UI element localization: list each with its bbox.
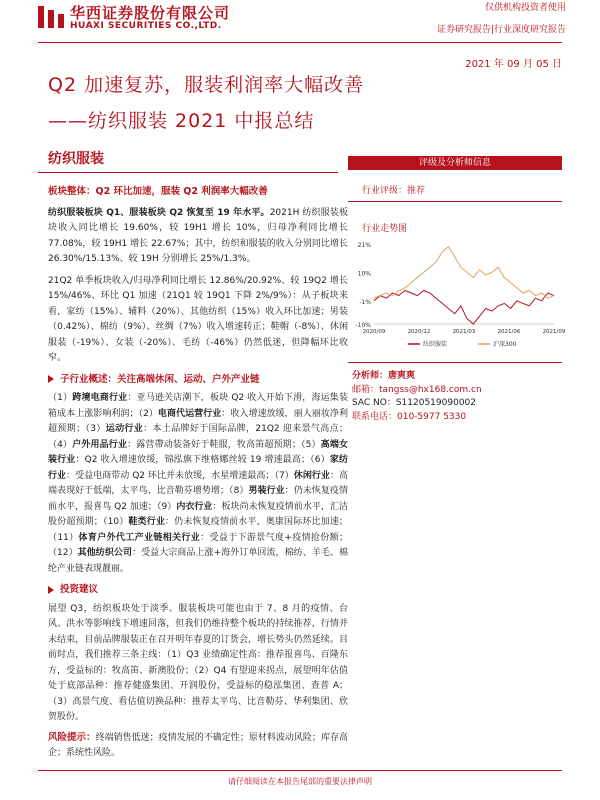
subsector-text: ：受益大宗商品上涨+海外订单回流，棉纺、羊毛、棉纶产业链表现靓丽。: [48, 548, 348, 574]
sector-label: 纺织服装: [48, 151, 104, 167]
company-name-cn: 华西证券股份有限公司: [70, 4, 231, 22]
subsector-text: ：露营帶动装备好于鞋服，牧高笛超预期；（5）: [127, 439, 321, 450]
invest-heading-text: 投资建议: [60, 584, 99, 595]
paragraph-4: 展望 Q3，纺织板块处于淡季、服装板块可能也由于 7、8 月的疫情、台风、洪水等影响线下增速回落，但我们仍维持整个板块的持续推荐，行情并未结束，目前品牌服装正在召开明年春夏的订货会，增长势头仍然延续。目前时点，我们推荐三条主线：（1）Q3 业绩确定性高：推荐报喜鸟、百隆东方，受益标的：牧高笛、新澳股份；（2）Q4 有望迎来拐点，展望明年估值处于底部品种：推荐健盛集团、开润股份，受益标的稳泓集团、查普 A；（3）高景气度、看估值切换品种：推荐太平鸟、比音勒芬、华利集团、欣贺股份。: [48, 603, 348, 722]
series-line-0: [374, 291, 554, 325]
analyst-sac-no: SAC NO：S1120519090002: [352, 398, 476, 408]
subsector-heading: [48, 372, 348, 388]
triangle-bullet-icon: [48, 586, 54, 594]
paragraph-1: [48, 206, 348, 268]
x-tick-label: 2021/09: [542, 329, 566, 335]
subsector-text: ：Q2 收入增速放缓，锦泓旗下维格娜丝较 19 增速最高；（6）: [75, 455, 330, 465]
subsector-text: ：仍未恢复疫情前水平，报喜鸟 Q2 加速；（9）: [48, 486, 348, 512]
x-tick-label: 2020/12: [407, 329, 431, 335]
subsector-name: 其他纺织公司: [77, 548, 133, 558]
rating-analyst-heading: 评级及分析师信息: [348, 156, 562, 170]
risk-heading: 风险提示：: [48, 731, 96, 743]
report-kind: 证券研究报告|行业深度研究报告: [436, 25, 566, 35]
subsector-name: 休闲行业: [293, 470, 330, 481]
restriction-note: 仅供机构投资者使用: [484, 3, 566, 13]
subsector-heading-text: 子行业概述：关注高端休闲、运动、户外产业链: [60, 373, 260, 385]
subsector-text: ：受益电商带动 Q2 环比并未放缓，水星增速最高；（7）: [66, 470, 294, 481]
industry-rating: 行业评级：推荐: [362, 186, 426, 196]
y-tick-label: -1%: [359, 298, 371, 306]
paragraph-2: 21Q2 单季板块收入/归母净利同比增长 12.86%/20.92%、较 19Q2 增长 15%/46%、环比 Q1 加速（21Q1 较 19Q1 下降 2%/9%）：从子板块来看，家纺（15%）、辅料（20%）、其他纺织（15%）收入环比加速；男装（0.42%）、棉纺（9%）、丝绸（7%）收入增速转正；鞋帽（-8%）、休闲服装（-19%）、女装（-20%）、毛纺（-46%）仍然低迷，但降幅环比收窄。: [48, 275, 348, 363]
subsector-text: ：本土品牌好于国际品牌，21Q2 迎来景气高点；（4）: [48, 424, 348, 450]
subsector-name: 男装行业: [248, 486, 285, 496]
paragraph-1-lead: 纺织服装板块 Q1、服装板块 Q2 恢复至 19 年水平。: [48, 207, 270, 218]
triangle-bullet-icon: [48, 375, 54, 383]
sidebar-divider: [348, 201, 562, 202]
risk-text: 终端销售低迷；疫情发展的不确定性；原材料波动风险；库存高企；系统性风险。: [48, 732, 348, 758]
header-divider: [38, 42, 562, 43]
subsector-name: 户外用品行业: [72, 439, 128, 450]
huaxi-logo-icon: [38, 6, 64, 28]
risk-paragraph: [48, 730, 348, 762]
x-tick-label: 2021/03: [452, 329, 476, 335]
subsector-text: ：亚马逊关店潮下，板块 Q2 收入开始下滑，海运集装箱成本上涨影响利润；（2）: [48, 393, 348, 419]
series-line-1: [374, 247, 554, 299]
y-tick-label: 21%: [357, 242, 371, 249]
industry-trend-chart: [348, 236, 566, 356]
subsector-name: 电商代运营行业: [157, 408, 222, 419]
company-name-en: HUAXI SECURITIES CO.,LTD.: [70, 21, 222, 31]
subsector-name: 运动行业: [105, 424, 144, 434]
subsector-text: ：板块尚未恢复疫情前水平，汇洁股份超预期；（10）: [48, 501, 348, 527]
analyst-email[interactable]: 邮箱：tangss@hx168.com.cn: [352, 384, 482, 395]
report-subtitle: ——纺织服装 2021 中报总结: [48, 110, 315, 132]
paragraph-3: [48, 391, 348, 577]
analyst-phone: 联系电话：010-5977 5330: [352, 411, 467, 422]
footer-divider: [38, 770, 562, 771]
subsector-text: ：收入增速放缓，丽人丽妆净利超预期；（3）: [48, 408, 348, 434]
subsector-text: ：受益于下游景气度+疫情抢份额；（12）: [48, 532, 348, 558]
trend-chart-title: 行业走势图: [362, 224, 408, 234]
subsector-text: （1）: [48, 393, 73, 403]
subsector-text: ：高端表现好于低端，太平鸟、比音勒芬增势增；（8）: [48, 470, 348, 496]
subsector-name: 高端女装行业: [48, 439, 348, 465]
subsector-name: 鞋类行业: [128, 517, 166, 527]
subsector-text: ：仍未恢复疫情前水平，奥康国际环比加速；（11）: [48, 517, 348, 543]
sidebar-divider-2: [348, 362, 562, 363]
legend-label: 纺织服装: [423, 341, 448, 348]
analyst-name: 分析师：唐爽爽: [352, 371, 416, 381]
y-tick-label: 10%: [357, 270, 371, 278]
analyst-info: [352, 370, 482, 424]
subsector-name: 跨境电商行业: [72, 393, 128, 403]
invest-heading: [48, 582, 348, 598]
sector-divider: [38, 172, 338, 173]
overview-heading: 板块整体：Q2 环比加速，服装 Q2 利润率大幅改善: [48, 186, 268, 197]
report-date: 2021 年 09 月 05 日: [465, 59, 562, 70]
subsector-name: 内衣行业: [176, 501, 213, 512]
report-title: Q2 加速复苏，服装利润率大幅改善: [48, 74, 365, 96]
x-tick-label: 2020/09: [362, 329, 386, 335]
paragraph-1-text: 2021H 纺织服装板块收入同比增长 19.60%，较 19H1 增长 10%，归母净利同比增长 77.08%，较 19H1 增长 22.67%；其中，纺织和服装的收入分别同比增长 26.30%/15.13%、较 19H 分别增长 25%/1.3%。: [48, 207, 348, 264]
legend-label: 沪深300: [493, 341, 517, 348]
x-tick-label: 2021/06: [497, 329, 521, 335]
legal-footer: 请仔细阅读在本报告尾部的重要法律声明: [228, 777, 372, 786]
y-tick-label: -10%: [355, 322, 371, 329]
summary-body: [48, 184, 348, 762]
subsector-name: 体育户外代工产业链相关行业: [78, 532, 201, 543]
subsector-name: 家纺行业: [48, 455, 348, 481]
